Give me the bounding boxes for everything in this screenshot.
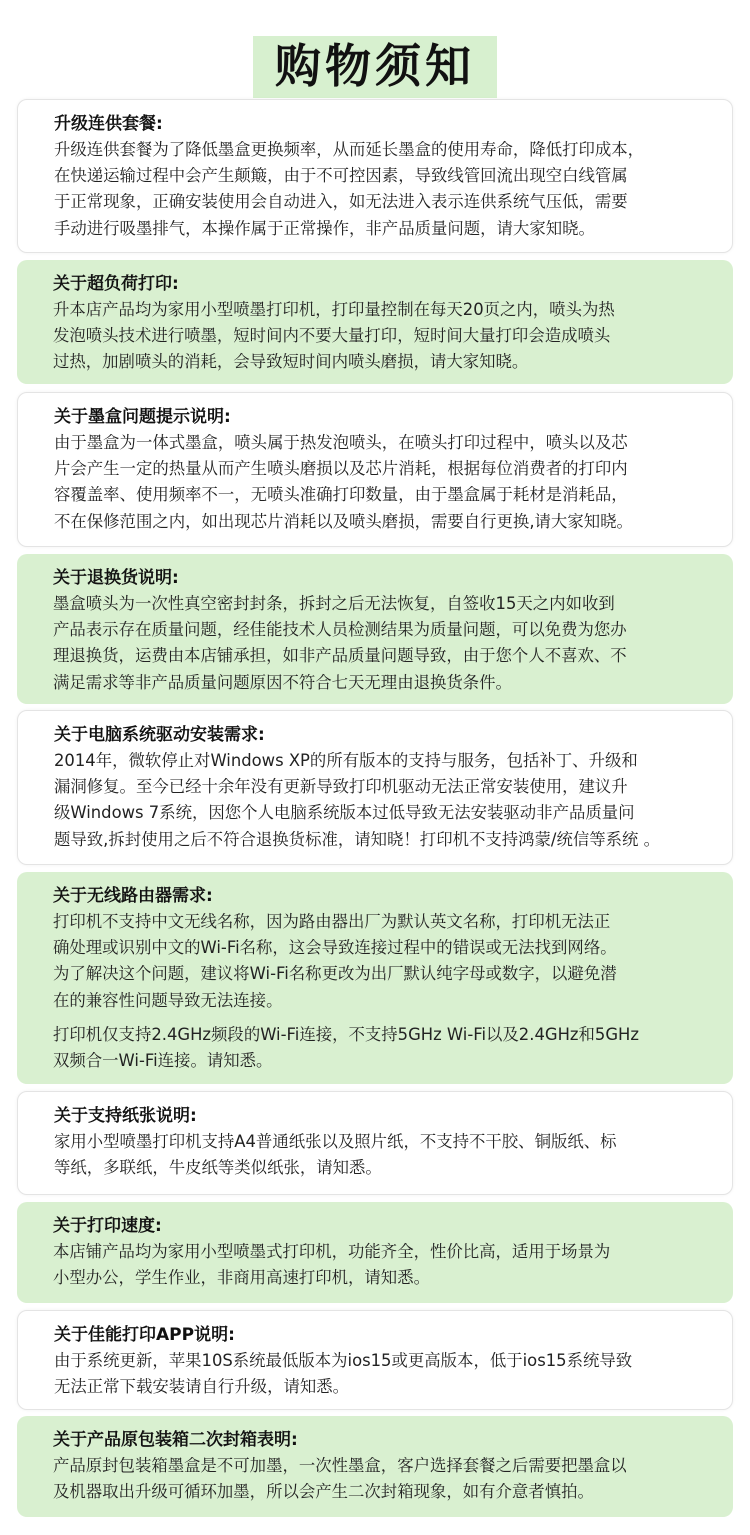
notice-body: 由于系统更新，苹果10S系统最低版本为ios15或更高版本，低于ios15系统导致 无法正常下载安装请自行升级，请知悉。 — [54, 1351, 633, 1397]
notice-card-driver-requirements — [17, 710, 733, 865]
notice-card-overload-printing — [17, 260, 733, 384]
notice-card-print-speed — [17, 1202, 733, 1303]
notice-card-upgrade-ink-supply — [17, 99, 733, 253]
notice-card-paper-support — [17, 1091, 733, 1195]
notice-body: 墨盒喷头为一次性真空密封封条，拆封之后无法恢复，自签收15天之内如收到 产品表示存在质量问题，经佳能技术人员检测结果为质量问题，可以免费为您办 理退换货，运费由本店铺承担，如非产品质量问题导致，由于您个人不喜欢、不 满足需求等非产品质量问题原因不符合七天无理由退换货条件。 — [53, 594, 627, 692]
notice-title: 关于佳能打印APP说明: — [54, 1325, 235, 1345]
notice-title: 关于电脑系统驱动安装需求: — [54, 725, 265, 745]
notice-title: 关于无线路由器需求: — [53, 886, 213, 906]
notice-title: 关于墨盒问题提示说明: — [54, 407, 231, 427]
notice-body: 打印机不支持中文无线名称，因为路由器出厂为默认英文名称，打印机无法正 确处理或识别中文的Wi-Fi名称，这会导致连接过程中的错误或无法找到网络。 为了解决这个问题，建议将Wi-Fi名称更改为出厂默认纯字母或数字，以避免潜 在的兼容性问题导致无法连接。 — [53, 912, 617, 1010]
notice-title: 关于打印速度: — [53, 1216, 162, 1236]
page-header — [0, 36, 750, 98]
notice-body: 家用小型喷墨打印机支持A4普通纸张以及照片纸，不支持不干胶、铜版纸、标 等纸，多联纸，牛皮纸等类似纸张，请知悉。 — [54, 1132, 617, 1178]
notice-body: 升本店产品均为家用小型喷墨打印机，打印量控制在每天20页之内，喷头为热 发泡喷头技术进行喷墨，短时间内不要大量打印，短时间大量打印会造成喷头 过热，加剧喷头的消耗，会导致短时间内喷头磨损，请大家知晓。 — [53, 300, 615, 372]
page-title: 购物须知 — [253, 36, 497, 98]
notice-body: 本店铺产品均为家用小型喷墨式打印机，功能齐全，性价比高，适用于场景为 小型办公，学生作业，非商用高速打印机，请知悉。 — [53, 1242, 611, 1288]
notice-title: 升级连供套餐: — [54, 114, 163, 134]
notice-title: 关于超负荷打印: — [53, 274, 179, 294]
notice-card-canon-app — [17, 1310, 733, 1410]
notice-card-cartridge-issues — [17, 392, 733, 547]
notice-body: 产品原封包装箱墨盒是不可加墨，一次性墨盒，客户选择套餐之后需要把墨盒以 及机器取出升级可循环加墨，所以会产生二次封箱现象，如有介意者慎拍。 — [53, 1456, 627, 1502]
notice-card-wireless-router — [17, 872, 733, 1084]
notice-body: 由于墨盒为一体式墨盒，喷头属于热发泡喷头，在喷头打印过程中，喷头以及芯 片会产生一定的热量从而产生喷头磨损以及芯片消耗，根据每位消费者的打印内 容覆盖率、使用频率不一，无喷头准确打印数量，由于墨盒属于耗材是消耗品， 不在保修范围之内，如出现芯片消耗以及喷头磨损，需要自行更换,请大家知晓。 — [54, 433, 633, 531]
notice-body: 升级连供套餐为了降低墨盒更换频率，从而延长墨盒的使用寿命，降低打印成本， 在快递运输过程中会产生颠簸，由于不可控因素，导致线管回流出现空白线管属 于正常现象，正确安装使用会自动进入，如无法进入表示连供系统气压低，需要 手动进行吸墨排气，本操作属于正常操作，非产品质量问题，请大家知晓。 — [54, 140, 645, 238]
notice-card-returns — [17, 554, 733, 704]
notice-title: 关于支持纸张说明: — [54, 1106, 197, 1126]
notice-body: 2014年，微软停止对Windows XP的所有版本的支持与服务，包括补丁、升级和 漏洞修复。至今已经十余年没有更新导致打印机驱动无法正常安装使用，建议升 级Windows 7系统，因您个人电脑系统版本过低导致无法安装驱动非产品质量问 题导致,拆封使用之后不符合退换货标准，请知晓！打印机不支持鸿蒙/统信等系统 。 — [54, 751, 661, 849]
notice-title: 关于产品原包装箱二次封箱表明: — [53, 1430, 298, 1450]
notice-title: 关于退换货说明: — [53, 568, 179, 588]
notice-body-secondary: 打印机仅支持2.4GHz频段的Wi-Fi连接，不支持5GHz Wi-Fi以及2.4GHz和5GHz 双频合一Wi-Fi连接。请知悉。 — [53, 1024, 639, 1071]
notice-card-repackaging — [17, 1416, 733, 1517]
